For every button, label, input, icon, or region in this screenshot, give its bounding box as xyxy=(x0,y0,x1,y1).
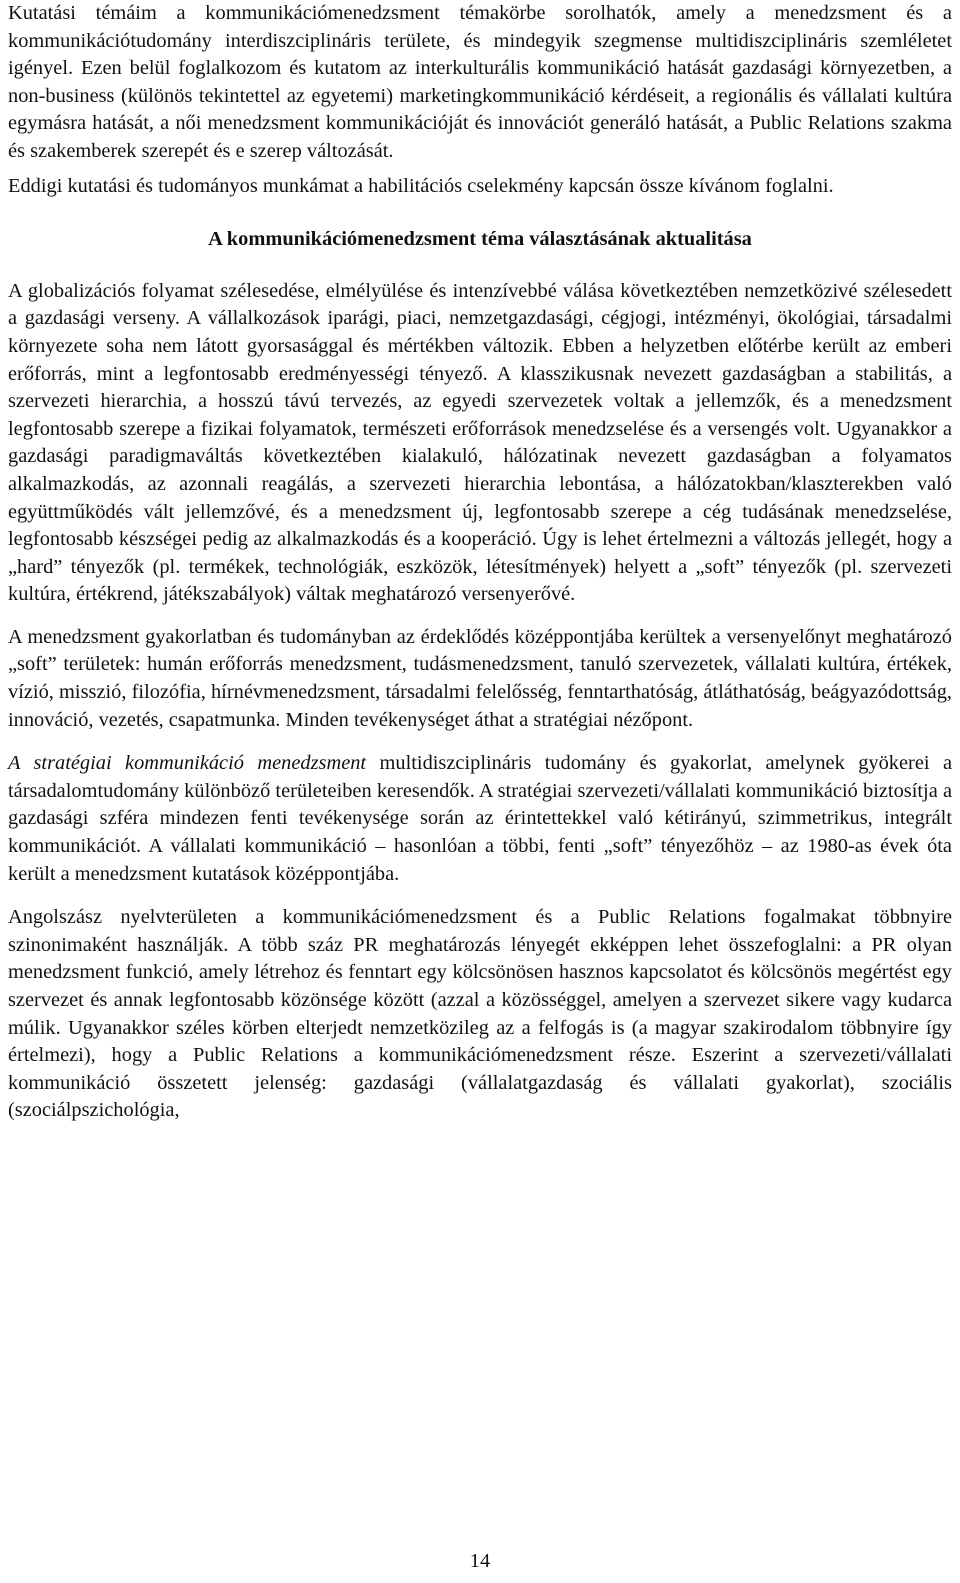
body-paragraph-3-text: multidiszciplináris tudomány és gyakorlat, amelynek gyökerei a társadalomtudomány különböző területeiben keresendők. A stratégiai szervezeti/vállalati kommunikáció biztosítja a gazdasági szféra mindezen fenti tevékenysége során az érintettekkel való kétirányú, szimmetrikus, integrált kommunikációt. A vállalati kommunikáció – hasonlóan a többi, fenti „soft” tényezőhöz – az 1980-as évek óta került a menedzsment kutatások középpontjába. xyxy=(8,752,953,885)
body-paragraph-4: Angolszász nyelvterületen a kommunikációmenedzsment és a Public Relations fogalmakat többnyire szinonimaként használják. A több száz PR meghatározás lényegét ekképpen lehet összefoglalni: a PR olyan menedzsment funkció, amely létrehoz és fenntart egy kölcsönösen hasznos kapcsolatot és kölcsönös megértést egy szervezet és annak legfontosabb közönsége között (azzal a közösséggel, amelyen a szervezet sikere vagy kudarca múlik. Ugyanakkor széles körben elterjedt nemzetközileg az a felfogás is (a magyar szakirodalom többnyire így értelmezi), hogy a Public Relations a kommunikációmenedzsment része. Eszerint a szervezeti/vállalati kommunikáció összetett jelenség: gazdasági (vállalatgazdaság és vállalati gyakorlat), szociális (szociálpszichológia, xyxy=(8,906,952,1122)
document-page xyxy=(8,0,952,1125)
body-paragraph-1: A globalizációs folyamat szélesedése, elmélyülése és intenzívebbé válása következtében nemzetközivé szélesedett a gazdasági verseny. A vállalkozások iparági, piaci, nemzetgazdasági, cégjogi, intézményi, ökológiai, társadalmi környezete soha nem látott gyorsasággal és mértékben változik. Ebben a helyzetben előtérbe került az emberi erőforrás, mint a legfontosabb eredményességi tényező. A klasszikusnak nevezett gazdaságban a stabilitás, a szervezeti hierarchia, a hosszú távú tervezés, az egyedi szervezetek voltak a jellemzők, és a menedzsment legfontosabb szerepe a fizikai folyamatok, természeti erőforrások menedzselése és a versengés volt. Ugyanakkor a gazdasági paradigmaváltás következtében kialakuló, hálózatinak nevezett gazdaságban a folyamatos alkalmazkodás, az azonnali reagálás, a szervezeti hierarchia lebontása, a hálózatokban/klaszterekben való együttműködés vált jellemzővé, és a menedzsment új, legfontosabb szerepe a cég tudásának menedzselése, legfontosabb készségei pedig az alkalmazkodás és a kooperáció. Úgy is lehet értelmezni a változás jellegét, hogy a „hard” tényezők (pl. termékek, technológiák, eszközök, létesítmények) helyett a „soft” tényezők (pl. szervezeti kultúra, értékrend, játékszabályok) váltak meghatározó versenyerővé. xyxy=(8,279,952,606)
section-heading: A kommunikációmenedzsment téma választásának aktualitása xyxy=(208,228,752,251)
page-number: 14 xyxy=(469,1550,491,1572)
intro-paragraph-1: Kutatási témáim a kommunikációmenedzsment témakörbe sorolhatók, amely a menedzsment és a kommunikációtudomány interdiszciplináris területe, és mindegyik szegmense multidiszciplináris szemléletet igényel. Ezen belül foglalkozom és kutatom az interkulturális kommunikáció hatását gazdasági környezetben, a non-business (különös tekintettel az egyetemi) marketingkommunikáció kérdéseit, a regionális és vállalati kultúra egymásra hatását, a női menedzsment kommunikációját és innovációt generáló hatását, a Public Relations szakma és szakemberek szerepét és e szerep változását. xyxy=(8,2,952,162)
italic-term: A stratégiai kommunikáció menedzsment xyxy=(8,752,367,775)
body-paragraph-2: A menedzsment gyakorlatban és tudományban az érdeklődés középpontjába kerültek a versenyelőnyt meghatározó „soft” területek: humán erőforrás menedzsment, tudásmenedzsment, tanuló szervezetek, vállalati kultúra, értékek, vízió, misszió, filozófia, hírnévmenedzsment, társadalmi felelősség, fenntarthatóság, átláthatóság, beágyazódottság, innováció, vezetés, csapatmunka. Minden tevékenységet áthat a stratégiai nézőpont. xyxy=(8,625,952,731)
body-paragraph-3 xyxy=(8,750,952,888)
intro-paragraph-2: Eddigi kutatási és tudományos munkámat a habilitációs cselekmény kapcsán össze kívánom foglalni. xyxy=(8,174,834,197)
